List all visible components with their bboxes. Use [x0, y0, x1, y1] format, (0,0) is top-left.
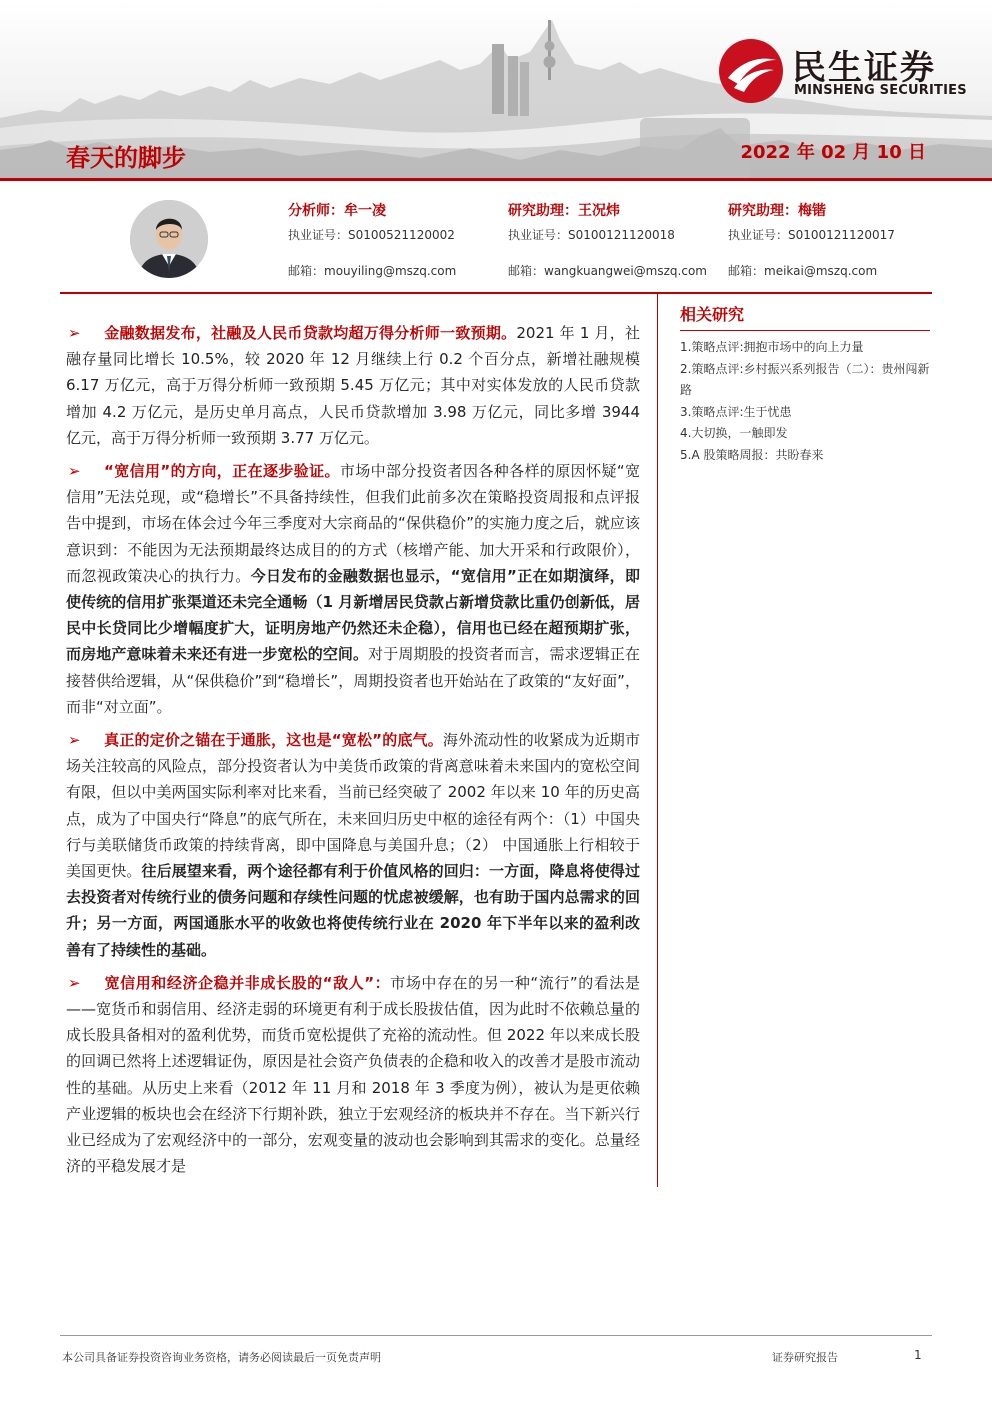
paragraph-lead: 宽信用和经济企稳并非成长股的“敌人”： [104, 973, 391, 992]
footer-report-type: 证券研究报告 [772, 1351, 838, 1364]
footer-disclaimer: 本公司具备证券投资咨询业务资格，请务必阅读最后一页免责声明 [62, 1351, 381, 1364]
header-banner [0, 0, 992, 180]
column-divider [657, 292, 658, 1187]
related-research-sidebar [680, 302, 940, 466]
paragraph-emphasis: 往后展望来看，两个途径都有利于价值风格的回归：一方面，降息将使得过去投资者对传统行业的债务问题和存续性问题的忧虑被缓解，也有助于国内总需求的回升；另一方面，两国通胀水平的收敛也将使传统行业在 2020 年下半年以来的盈利改善有了持续性的基础。 [66, 862, 640, 959]
analyst-cert: 执业证号：S0100121120018 [508, 228, 675, 242]
analyst-cert: 执业证号：S0100521120002 [288, 228, 455, 242]
analyst-email[interactable]: 邮箱：mouyiling@mszq.com [288, 264, 457, 278]
analyst-card [508, 200, 718, 278]
analyst-avatar [130, 200, 208, 278]
logo-english-name: MINSHENG SECURITIES [794, 83, 967, 98]
report-title: 春天的脚步 [66, 144, 186, 172]
paragraph-lead: “宽信用”的方向，正在逐步验证。 [104, 462, 340, 481]
logo-chinese-name: 民生证券 [792, 48, 936, 88]
bullet-arrow-icon: ➢ [68, 731, 81, 750]
header-divider [0, 178, 992, 181]
report-date: 2022 年 02 月 10 日 [740, 142, 926, 163]
related-research-item[interactable]: 1.策略点评:拥抱市场中的向上力量 [680, 340, 864, 354]
analyst-email[interactable]: 邮箱：meikai@mszq.com [728, 264, 878, 278]
bullet-arrow-icon: ➢ [68, 973, 81, 992]
paragraph-lead: 金融数据发布，社融及人民币贷款均超万得分析师一致预期。 [104, 324, 517, 342]
body-paragraph [66, 320, 640, 451]
report-body [66, 320, 640, 1187]
sidebar-title: 相关研究 [680, 305, 745, 324]
paragraph-text: 市场中存在的另一种“流行”的看法是——宽货币和弱信用、经济走弱的环境更有利于成长股拔估值，因为此时不依赖总量的成长股具备相对的盈利优势，而货币宽松提供了充裕的流动性。但 2022 年以来成长股的回调已然将上述逻辑证伪，原因是社会资产负债表的企稳和收入的改善才是股市流动性的基础。从历史上来看（2012 年 11 月和 2018 年 3 季度为例），被认为是更依赖产业逻辑的板块也会在经济下行期补跌，独立于宏观经济的板块并不存在。当下新兴行业已经成为了宏观经济中的一部分，宏观变量的波动也会影响到其需求的变化。总量经济的平稳发展才是 [66, 973, 641, 1176]
analyst-card [288, 200, 498, 278]
analyst-role: 研究助理：王况炜 [508, 203, 620, 219]
paragraph-text: 对于周期股的投资者而言，需求逻辑正在接替供给逻辑，从“保供稳价”到“稳增长”，周期投资者也开始站在了政策的“友好面”，而非“对立面”。 [66, 645, 640, 716]
analyst-role: 分析师：牟一凌 [288, 203, 386, 219]
body-paragraph [66, 970, 640, 1180]
analyst-cert: 执业证号：S0100121120017 [728, 228, 895, 242]
paragraph-text: 2021 年 1 月，社融存量同比增长 10.5%，较 2020 年 12 月继续上行 0.2 个百分点，新增社融规模 6.17 万亿元，高于万得分析师一致预期 5.45 万亿元；其中对实体发放的人民币贷款增加 4.2 万亿元，是历史单月高点，人民币贷款增加 3.98 万亿元，同比多增 3944 亿元，高于万得分析师一致预期 3.77 万亿元。 [66, 324, 640, 447]
sidebar-divider [680, 330, 930, 331]
paragraph-text: 海外流动性的收紧成为近期市场关注较高的风险点，部分投资者认为中美货币政策的背离意味着未来国内的宽松空间有限，但以中美两国实际利率对比来看，当前已经突破了 2002 年以来 10 年的历史高点，成为了中国央行“降息”的底气所在，未来回归历史中枢的途径有两个：（1）中国央行与美联储货币政策的持续背离，即中国降息与美国升息；（2） 中国通胀上行相较于美国更快。 [66, 731, 640, 881]
analyst-email[interactable]: 邮箱：wangkuangwei@mszq.com [508, 264, 707, 278]
paragraph-emphasis: 今日发布的金融数据也显示，“宽信用”正在如期演绎，即使传统的信用扩张渠道还未完全通畅（1 月新增居民贷款占新增贷款比重仍创新低，居民中长贷同比少增幅度扩大，证明房地产仍然还未企稳），信用也已经在超预期扩张，而房地产意味着未来还有进一步宽松的空间。 [66, 566, 640, 664]
analyst-divider [60, 292, 932, 294]
paragraph-lead: 真正的定价之锚在于通胀，这也是“宽松”的底气。 [104, 731, 443, 750]
page-number: 1 [914, 1348, 922, 1362]
footer-divider [60, 1335, 932, 1336]
related-research-item[interactable]: 5.A 股策略周报：共盼春来 [680, 447, 824, 462]
bullet-arrow-icon: ➢ [68, 324, 81, 342]
body-paragraph [66, 458, 640, 720]
logo-mark-icon [718, 38, 784, 104]
related-research-list [680, 337, 940, 466]
paragraph-text: 市场中部分投资者因各种各样的原因怀疑“宽信用”无法兑现，或“稳增长”不具备持续性，但我们此前多次在策略投资周报和点评报告中提到，市场在体会过今年三季度对大宗商品的“保供稳价”的实施力度之后，就应该意识到：不能因为无法预期最终达成目的的方式（核增产能、加大开采和行政限价），而忽视政策决心的执行力。 [66, 462, 640, 585]
analyst-card [728, 200, 938, 278]
analyst-role: 研究助理：梅锴 [728, 203, 826, 219]
related-research-item[interactable]: 4.大切换，一触即发 [680, 426, 788, 440]
bullet-arrow-icon: ➢ [68, 462, 81, 481]
related-research-item[interactable]: 2.策略点评:乡村振兴系列报告（二）：贵州闯新路 [680, 361, 930, 397]
company-logo [718, 38, 968, 104]
body-paragraph [66, 727, 640, 963]
related-research-item[interactable]: 3.策略点评:生于忧患 [680, 404, 792, 419]
